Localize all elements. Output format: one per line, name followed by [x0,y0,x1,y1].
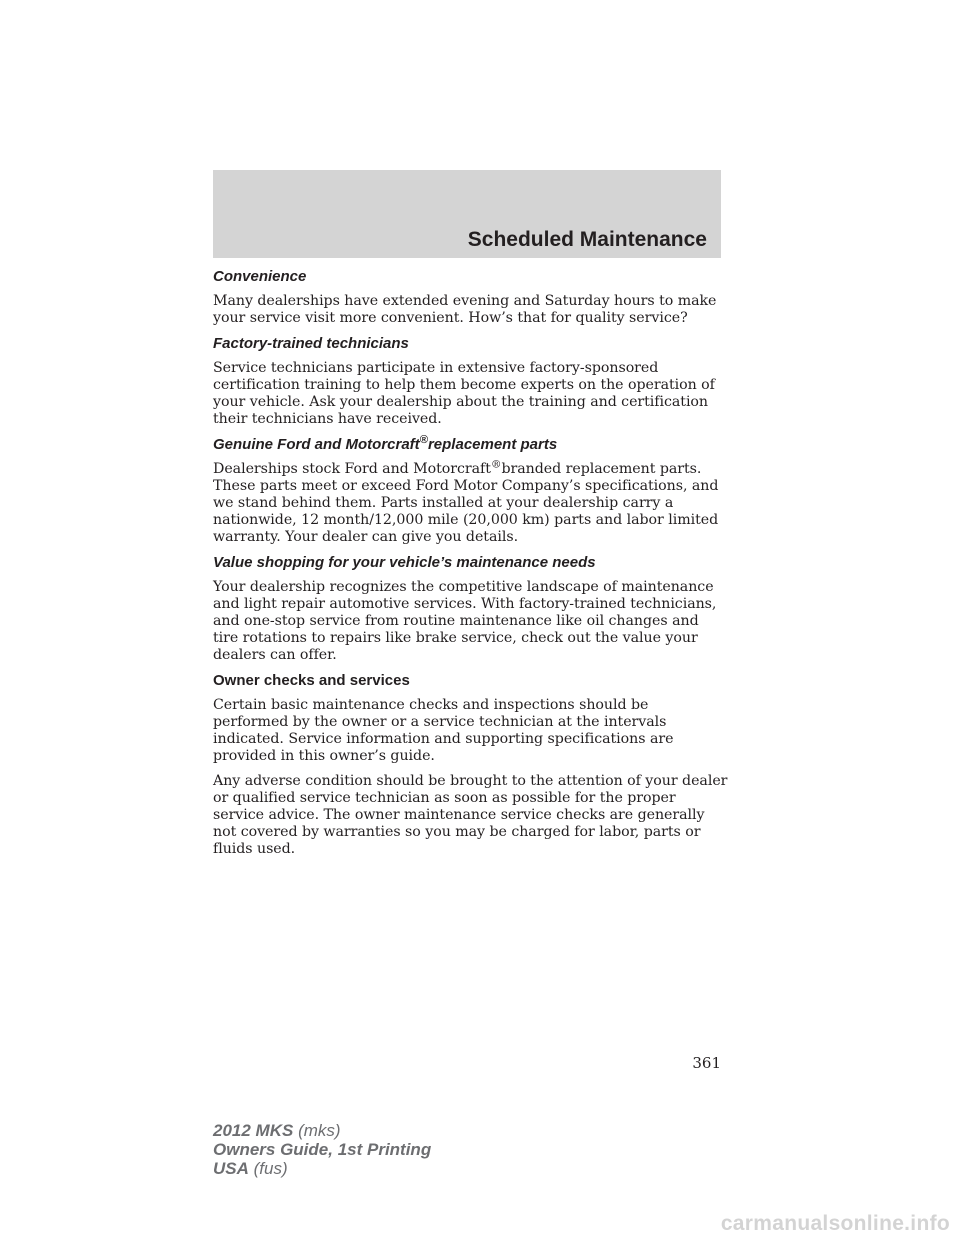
paragraph-owner-checks-2: Any adverse condition should be brought to the attention of your dealer or qualified service technician as soon as possible for the proper service advice. The owner maintenance service checks are generally not covered by warranties so you may be charged for labor, parts or fluids used. [213,773,728,857]
footer-model-code: (mks) [298,1121,341,1140]
paragraph-value-shopping: Your dealership recognizes the competitive landscape of maintenance and light repair automotive services. With factory-trained technicians, and one-stop service from routine maintenance like oil changes and tire rotations to repairs like brake service, check out the value your dealers can offer. [213,579,717,663]
registered-mark: ® [490,457,502,471]
paragraph-genuine-parts-start: Dealerships stock Ford and Motorcraft [213,461,491,477]
page-number: 361 [692,1054,721,1072]
heading-convenience: Convenience [213,268,307,285]
footer-line-2: Owners Guide, 1st Printing [213,1140,432,1159]
footer-market: USA [213,1159,249,1178]
footer-line-1 [213,1121,431,1140]
paragraph-factory-trained: Service technicians participate in extensive factory-sponsored certification training to help them become experts on the operation of your vehicle. Ask your dealership about the training and certification their technicians have received. [213,360,715,427]
footer-line-3 [213,1159,431,1178]
registered-mark: ® [419,434,428,446]
site-watermark: carmanualsonline.info [720,1212,950,1235]
page-content [213,268,728,866]
footer-market-code: (fus) [253,1159,288,1178]
heading-genuine-parts-text-end: replacement parts [427,436,558,453]
paragraph-convenience: Many dealerships have extended evening and Saturday hours to make your service visit more convenient. How’s that for quality service? [213,293,717,326]
paragraph-genuine-parts-rest: branded replacement parts. These parts meet or exceed Ford Motor Company’s specifications, and we stand behind them. Parts installed at your dealership carry a nationwide, 12 month/12,000 mile (20,000 km) parts and labor limited warranty. Your dealer can give you details. [213,461,719,545]
section-title: Scheduled Maintenance [467,228,707,251]
paragraph-owner-checks-1: Certain basic maintenance checks and inspections should be performed by the owner or a service technician at the intervals indicated. Service information and supporting specifications are provided in this owner’s guide. [213,697,674,764]
heading-owner-checks: Owner checks and services [213,672,410,689]
document-footer [213,1121,431,1178]
heading-value-shopping: Value shopping for your vehicle’s maintenance needs [213,554,596,571]
heading-genuine-parts [213,436,728,454]
section-header-band [213,170,721,258]
heading-factory-trained: Factory-trained technicians [213,335,409,352]
paragraph-genuine-parts [213,457,728,546]
heading-genuine-parts-text: Genuine Ford and Motorcraft [213,436,420,453]
footer-model: 2012 MKS [213,1121,294,1140]
